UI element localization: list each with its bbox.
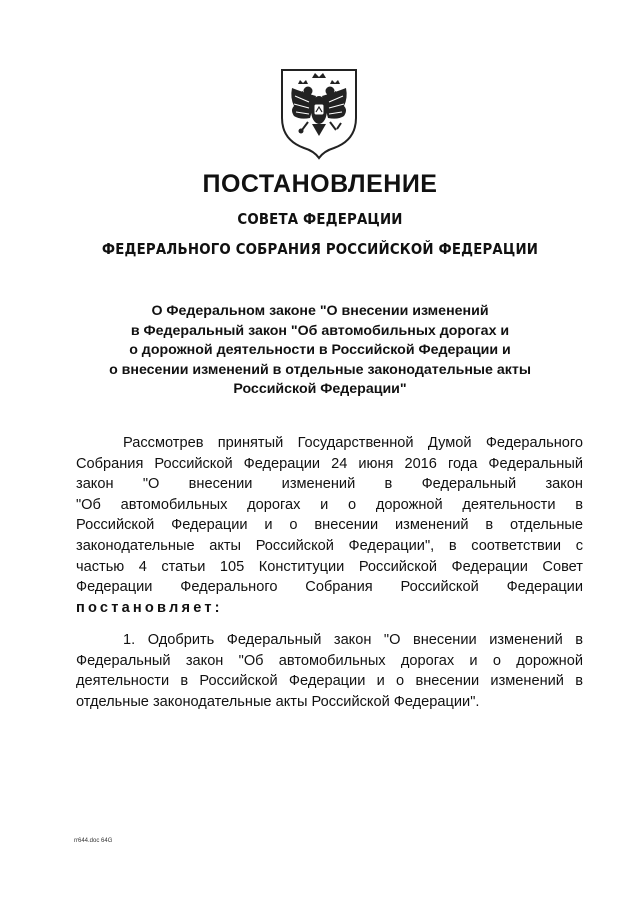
paragraph-line: Российской Федерации и о внесении изменений в отдельные (76, 517, 583, 534)
file-reference: rr644.doc 64G (74, 838, 113, 844)
issuer-line-1: СОВЕТА ФЕДЕРАЦИИ (237, 210, 403, 228)
paragraph-line: законодательные акты Российской Федерации", в соответствии с (76, 537, 583, 554)
document-title: ПОСТАНОВЛЕНИЕ (202, 170, 438, 198)
decree-line (76, 598, 583, 619)
paragraph-line: Рассмотрев принятый Государственной Думой Федерального (123, 435, 583, 451)
paragraph-line: отдельные законодательные акты Российской Федерации". (76, 693, 480, 710)
paragraph-line: 1. Одобрить Федеральный закон "О внесении изменений в (123, 632, 583, 648)
preamble-paragraph (76, 433, 583, 618)
paragraph-line: закон "О внесении изменений в Федеральный закон (76, 476, 583, 493)
issuer-line-2: ФЕДЕРАЛЬНОГО СОБРАНИЯ РОССИЙСКОЙ ФЕДЕРАЦИИ (101, 240, 539, 258)
paragraph-line: Федеральный закон "Об автомобильных дорогах и о дорожной (76, 652, 583, 669)
paragraph-line: Собрания Российской Федерации 24 июня 2016 года Федеральный (76, 455, 583, 472)
subject-line: в Федеральный закон "Об автомобильных дорогах и (130, 322, 510, 339)
subject-line: о дорожной деятельности в Российской Федерации и (129, 342, 511, 359)
document-subject (60, 302, 580, 400)
decree-word: постановляет: (76, 599, 223, 616)
subject-line: о внесении изменений в отдельные законодательные акты (109, 361, 531, 378)
paragraph-line: Федерации Федерального Собрания Российской Федерации (76, 579, 583, 596)
resolution-item-1 (76, 630, 583, 712)
coat-of-arms-emblem (276, 66, 362, 160)
paragraph-line: деятельности в Российской Федерации и о внесении изменений в (76, 673, 583, 690)
subject-line: Российской Федерации" (233, 381, 407, 398)
paragraph-line: частью 4 статьи 105 Конституции Российской Федерации Совет (76, 558, 583, 575)
subject-line: О Федеральном законе "О внесении изменений (151, 303, 489, 319)
paragraph-line: "Об автомобильных дорогах и о дорожной деятельности в (76, 496, 583, 513)
